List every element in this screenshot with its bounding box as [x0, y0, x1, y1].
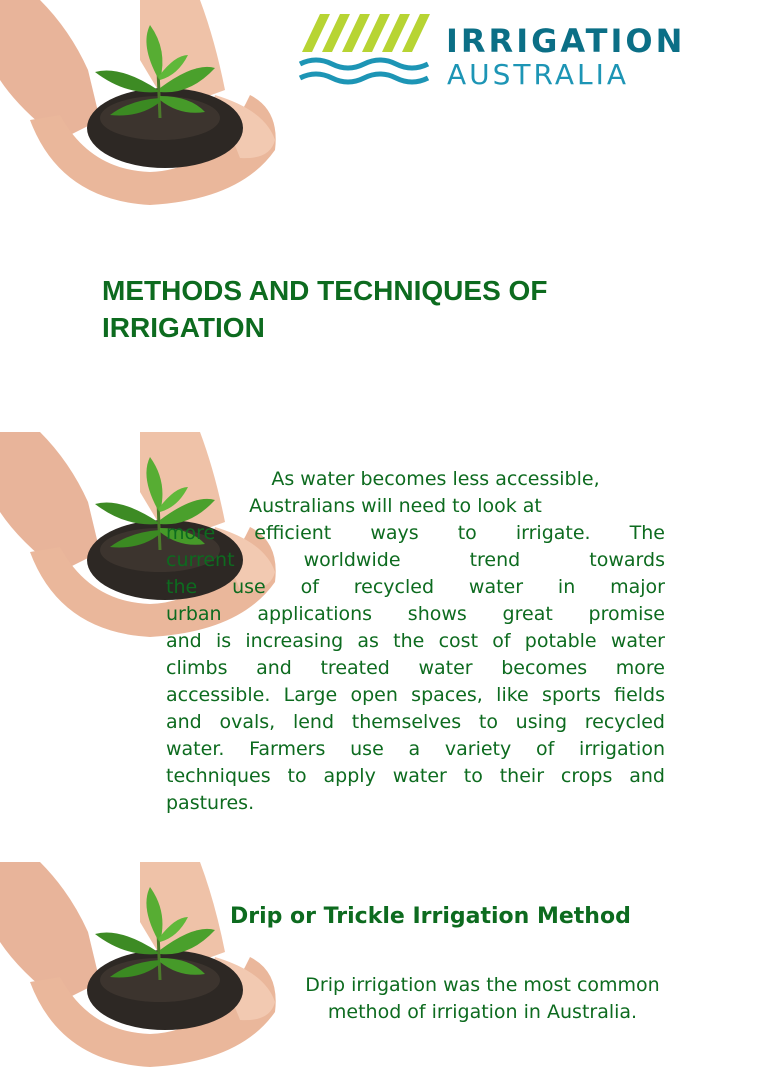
intro-line: the use of recycled water in major: [166, 576, 665, 598]
intro-line: current worldwide trend towards: [166, 549, 665, 571]
drip-section-heading: Drip or Trickle Irrigation Method: [230, 904, 631, 929]
intro-line: As water becomes less accessible,: [271, 468, 600, 490]
intro-line: water. Farmers use a variety of irrigation: [166, 738, 665, 760]
page-title: METHODS AND TECHNIQUES OF IRRIGATION: [102, 275, 548, 343]
intro-line: pastures.: [166, 792, 255, 814]
drip-section-paragraph: [280, 972, 685, 1026]
intro-line: techniques to apply water to their crops and: [166, 765, 665, 787]
hands-seedling-image-3: [0, 862, 290, 1077]
intro-line: and ovals, lend themselves to using recycled: [166, 711, 665, 733]
drip-line: method of irrigation in Australia.: [327, 1001, 638, 1023]
intro-line: and is increasing as the cost of potable water: [166, 630, 665, 652]
seedling-icon: [0, 862, 290, 1077]
intro-line: climbs and treated water becomes more: [166, 657, 665, 679]
logo-text-australia: AUSTRALIA: [447, 58, 630, 91]
drip-line: Drip irrigation was the most common: [305, 974, 660, 996]
intro-line: Australians will need to look at: [249, 495, 542, 517]
irrigation-australia-logo: [298, 12, 686, 92]
hands-seedling-image-1: [0, 0, 290, 215]
logo-text-irrigation: IRRIGATION: [446, 22, 686, 60]
intro-paragraph: [166, 466, 665, 817]
intro-line: urban applications shows great promise: [166, 603, 665, 625]
intro-line: more efficient ways to irrigate. The: [166, 522, 665, 544]
logo-mark-icon: [298, 12, 438, 88]
intro-line: accessible. Large open spaces, like sports fields: [166, 684, 665, 706]
seedling-icon: [0, 0, 290, 215]
